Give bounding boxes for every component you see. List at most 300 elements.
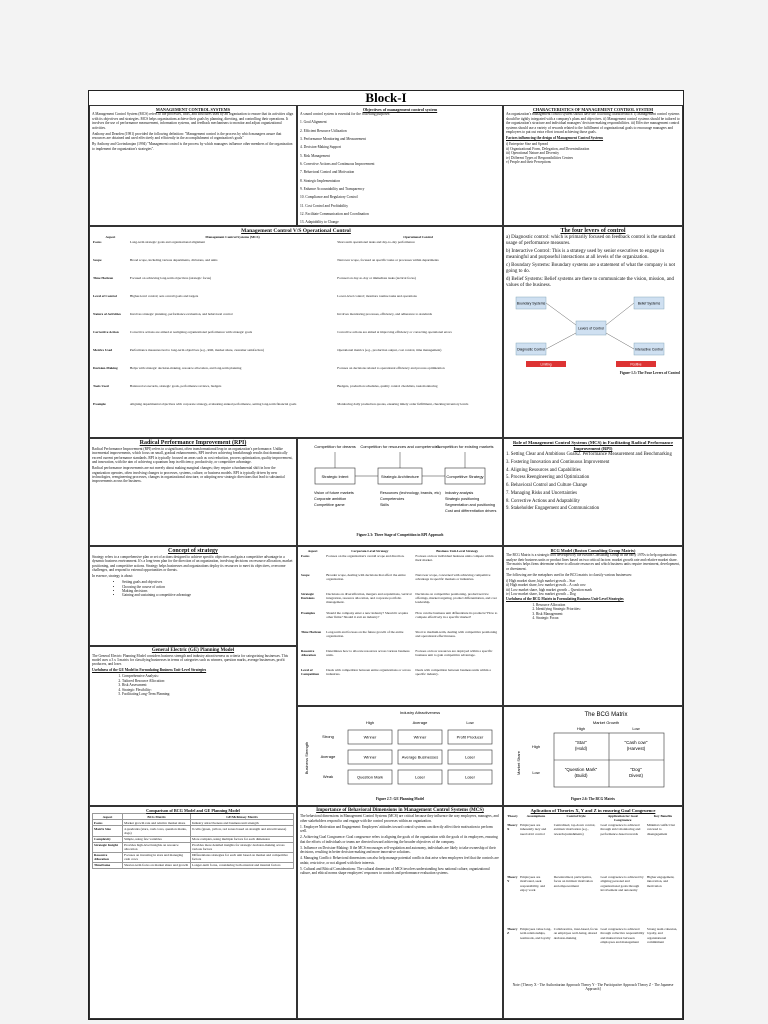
- table-cell: Focuses on investing in stars and managing cash cows: [123, 852, 191, 862]
- role-item: 7. Managing Risks and Uncertainties: [506, 490, 578, 496]
- page-title: Block-I: [89, 91, 683, 106]
- bcg-item: i) High market share, high market growth – Star: [506, 578, 576, 583]
- table-cell: Level of Competition: [301, 667, 320, 676]
- table-row: [92, 293, 500, 311]
- bcg-row-low: Low: [532, 770, 540, 775]
- role-mcs-heading: Role of Management Control Systems (MCS) in Facilitating Radical Performance Improvement (RPI): [512, 440, 674, 451]
- table-header-cell: Business Unit-Level Strategy: [436, 548, 479, 553]
- ge-col-label: Low: [466, 720, 474, 725]
- bcg-usefulness-list: [536, 603, 680, 621]
- bcg-col-low: Low: [632, 726, 640, 731]
- table-cell: Matrix Size: [93, 826, 123, 836]
- behavioral-heading: Importance of Behavioral Dimensions in Management Control Systems (MCS): [316, 808, 484, 813]
- ge-usefulness-item: 1. Comprehensive Analysis:: [122, 674, 294, 678]
- bcg-usefulness-item: 3. Risk Management:: [536, 612, 680, 616]
- table-row: [92, 365, 500, 383]
- table-cell: Decentralized, participative, focus on intrinsic motivation and empowerment: [553, 875, 593, 888]
- bcg-cell-name: "Question Mark": [564, 767, 598, 772]
- ge-matrix: [300, 708, 500, 796]
- table-cell: Short to medium-term, dealing with competitive positioning and operational effectiveness.: [415, 629, 498, 638]
- levers-caption: Figure-1.3: The Four Levers of Control: [619, 371, 680, 376]
- table-cell: Theory X: [507, 823, 518, 832]
- objective-item: 2. Efficient Resource Utilization: [300, 128, 347, 133]
- table-header-cell: Management Control Systems (MCS): [205, 234, 260, 239]
- bcg-item: iv) Low market share, low market growth – Dog: [506, 592, 576, 597]
- table-cell: Focused on day-to-day or immediate tasks (tactical focus): [337, 275, 416, 280]
- rpi-bullet-text: Competitive game: [314, 503, 345, 507]
- table-cell: Corrective Action: [93, 329, 119, 334]
- table-cell: Should the company enter a new industry? Should it acquire other firms? Should it exit an industry?: [326, 610, 409, 619]
- table-header-cell: Control Style: [566, 814, 586, 819]
- strategy-section: [89, 546, 297, 646]
- table-cell: Level of Control: [93, 293, 117, 298]
- theories-note: Note: [Theory X - The Authoritarian Approach Theory Y - The Participative Approach Theory Z - The Japanese Approach]: [512, 982, 674, 992]
- table-cell: Scope: [93, 257, 102, 262]
- table-cell: Focus: [93, 820, 123, 826]
- rpi-bullet-text: Corporate ambition: [314, 497, 347, 501]
- table-cell: Time Horizon: [93, 275, 114, 280]
- rpi-para: Radical performance improvements are not merely about making marginal changes; they require a fundamental shift in how the organization operates, often involving changes to processes, systems, culture, or business models. RPI is typically driven by new technologies, reengineering processes, changes in organizational structure, or adopting new strategic directions that lead to substantial improvements across the business.: [92, 466, 285, 484]
- strategy-bullet: • Gaining and sustaining a competitive advantage: [122, 593, 294, 597]
- role-item: 9. Stakeholder Engagement and Communication: [506, 506, 600, 512]
- table-cell: Performance measures tied to long-term objectives (e.g., ROI, market share, customer satisfaction): [129, 347, 264, 352]
- lever-item: c) Boundary Systems: Boundary systems are a statement of what the company is not going to do.: [506, 262, 675, 274]
- bcg-row-high: High: [531, 744, 541, 749]
- table-cell: Decisions on competitive positioning, product/service offerings, market targeting, product differentiation, and cost leadership.: [415, 591, 497, 604]
- objective-item: 6. Corrective Actions and Continuous Improvement: [300, 161, 375, 166]
- table-cell: Strong team cohesion, loyalty, and organizational commitment: [646, 927, 678, 944]
- table-cell: More complex, using multiple factors for each dimension: [190, 836, 293, 842]
- factor-item: iii) Operational Nature and Diversity: [506, 151, 560, 156]
- ge-cell-label: Winner: [363, 754, 377, 760]
- rpi-mid-1: Strategic Intent: [321, 474, 349, 479]
- mcs-section: [89, 105, 297, 226]
- table-cell: Minimal conflict but can lead to disengagement: [646, 823, 675, 836]
- table-cell: Decision-Making: [93, 365, 118, 370]
- bcg-usefulness-item: 1. Resource Allocation: [536, 603, 680, 607]
- objective-item: 4. Decision-Making Support: [300, 145, 342, 150]
- table-row: [92, 311, 500, 329]
- table-cell: 9 cells (green, yellow, red zones based on strength and attractiveness): [190, 826, 293, 836]
- table-cell: Decisions on diversification, mergers and acquisitions, vertical integration, resource allocation, and corporate portfolio management.: [326, 591, 412, 604]
- ge-section: [89, 646, 297, 806]
- levers-list: [506, 235, 680, 290]
- diagnostic-label: Diagnostic Control: [517, 347, 545, 352]
- strategy-bullet: • Choosing the course of action: [122, 585, 294, 589]
- table-cell: Narrower scope, focused on specific tasks or processes within departments: [337, 257, 439, 262]
- table-cell: Short-term operational tasks and day-to-day performance: [337, 239, 415, 244]
- bcg-cell-action: (Build): [574, 773, 588, 778]
- objectives-section: [297, 105, 503, 226]
- table-cell: Provides more detailed insights for strategic decision-making across various factors: [190, 842, 293, 852]
- rpi-figure-section: [297, 438, 503, 546]
- table-cell: Determines how to allocate resources across various business units.: [326, 648, 410, 657]
- rpi-top-1: Competition for dreams: [314, 444, 356, 449]
- ge-usefulness-heading: Usefulness of the GE Model in Formulating Business Unit-Level Strategies: [92, 668, 207, 673]
- table-cell: Involves monitoring processes, efficiency, and adherence to standards: [337, 311, 432, 316]
- ge-row-axis: Business Strength: [304, 741, 309, 775]
- bcg-para: The BCG Matrix is a strategic tool developed by the Boston Consulting Group in the early 1970s to help organizations analyze their business units or product lines based on two critical factors: market growth rate and relative market share. The matrix helps firms determine where to allocate resources and which business units require investment, development, or divestment.: [506, 553, 680, 571]
- table-cell: Shorter-term focus on market share and growth: [123, 862, 191, 868]
- bcg-usefulness-item: 4. Strategic Focus:: [536, 616, 680, 620]
- rpi-diagram: [300, 440, 500, 532]
- objective-item: 3. Performance Monitoring and Measurement: [300, 136, 366, 141]
- objective-item: 7. Behavioral Control and Motivation: [300, 170, 355, 175]
- behavioral-item: 3. Influence on Decision-Making: If the MCS encourages self-regulation and autonomy, individuals are likely to take ownership of their decisions, resulting in better decision-making and more innovative solutions.: [300, 845, 496, 855]
- corp-vs-bu-table: [300, 548, 500, 686]
- table-cell: Resource Allocation: [93, 852, 123, 862]
- table-header-cell: GE/McKinsey Matrix: [190, 814, 293, 820]
- table-cell: Focuses on the organization's overall scope and direction.: [326, 553, 405, 558]
- table-row: [506, 823, 680, 875]
- bcg-cell-action: (Harvest): [626, 746, 646, 751]
- table-header-cell: Assumptions: [526, 814, 546, 819]
- characteristics-heading: CHARACTERISTICS OF MANAGEMENT CONTROL SYSTEM: [532, 107, 654, 112]
- table-cell: Balanced scorecards, strategic goals, performance reviews, budgets: [129, 383, 222, 388]
- limiting-label: Limiting: [540, 362, 552, 367]
- bcg-cell-action: Divest): [628, 773, 644, 778]
- lever-item: b) Interactive Control: This is a strategy used by senior executives to engage in meaningful and purposeful interactions at all levels of the organization.: [506, 248, 665, 260]
- belief-label: Belief Systems: [637, 301, 661, 306]
- table-row: [93, 852, 294, 862]
- table-cell: Deals with competition between business units within a specific industry.: [415, 667, 491, 676]
- table-cell: Tools Used: [93, 383, 109, 388]
- rpi-top-3: Competition for existing markets: [436, 444, 494, 449]
- bcg-intro: The following are the metaphors used in the BCG matrix to classify various businesses:: [506, 572, 633, 577]
- strategy-bullets: [122, 580, 294, 598]
- bcg-col-high: High: [576, 726, 586, 731]
- table-cell: Complexity: [93, 836, 123, 842]
- table-cell: Long-term and focuses on the future growth of the entire organization.: [326, 629, 404, 638]
- table-cell: Operational metrics (e.g., production output, cost control, time management): [337, 347, 442, 352]
- bcg-cell-name: "Cash cow": [624, 740, 648, 745]
- bcg-growth-label: Market Growth: [592, 720, 620, 725]
- bcg-share-label: Market Share: [516, 750, 521, 776]
- table-header-cell: Operational Control: [403, 234, 433, 239]
- rpi-bullet-text: Skills: [380, 503, 389, 507]
- table-header-cell: Theory: [507, 814, 518, 819]
- table-cell: 4 quadrants (stars, cash cows, question marks, dogs): [123, 826, 191, 836]
- table-row: [92, 329, 500, 347]
- bcg-caption: Figure 2.6: The BCG Matrix: [571, 797, 615, 802]
- document-page: [88, 90, 684, 1020]
- role-item: 5. Process Reengineering and Optimization: [506, 475, 590, 481]
- ge-heading: General Electric (GE) Planning Model: [151, 648, 235, 653]
- table-cell: Helps with strategic decision-making, resource allocation, and long-term planning: [129, 365, 242, 370]
- table-cell: Timeframe: [93, 862, 123, 868]
- table-header-cell: Corporate-Level Strategy: [351, 548, 389, 553]
- table-cell: Deals with competition between entire organizations or across industries.: [326, 667, 411, 676]
- rpi-bullets: [314, 491, 497, 513]
- behavioral-item: 4. Managing Conflict: Behavioral dimensions can also help manage potential conflicts that arise when employees feel that the controls are unfair, restrictive, or not aligned with their interests.: [300, 856, 499, 865]
- table-cell: Involves strategic planning, performance evaluation, and behavioral control: [129, 311, 233, 316]
- table-cell: Theory Y: [507, 875, 518, 884]
- lever-item: d) Belief Systems: Belief systems are there to communicate the vision, mission, and values of the business.: [506, 276, 675, 288]
- table-header-cell: Aspect: [105, 234, 116, 239]
- theories-section: [503, 806, 683, 1019]
- table-row: [300, 553, 500, 572]
- ge-cell-label: Winner: [363, 734, 377, 740]
- role-item: 8. Corrective Actions and Adaptability: [506, 498, 580, 504]
- strategy-bullet: • Setting goals and objectives: [122, 580, 294, 584]
- mcs-para: By Anthony and Govindarajan (1994) "Management control is the process by which managers influence other members of the organization to implement the organization's strategies".: [92, 142, 293, 151]
- rpi-bullet-text: Segmentation and positioning: [445, 503, 496, 507]
- table-cell: Focus: [301, 553, 310, 558]
- ge-usefulness-item: 3. Risk Assessment:: [122, 683, 294, 687]
- table-header-cell: Application for Goal Congruence: [607, 814, 638, 823]
- role-list: [506, 451, 680, 512]
- levers-diagram: [506, 291, 676, 371]
- bcg-cell-name: "Dog": [630, 767, 642, 772]
- table-row: [300, 591, 500, 610]
- table-row: [300, 629, 500, 648]
- table-cell: Scope: [301, 572, 310, 577]
- strategy-bullet: • Making decisions: [122, 589, 294, 593]
- table-row: [92, 257, 500, 275]
- mcs-vs-oc-table: [92, 234, 500, 419]
- mcs-vs-oc-section: [89, 226, 503, 438]
- ge-col-label: Average: [412, 720, 428, 725]
- table-row: [93, 842, 294, 852]
- table-row: [92, 239, 500, 257]
- rpi-bullet-text: Cost and differentiation drivers: [445, 509, 497, 513]
- ge-top-label: Industry Attractiveness: [399, 710, 441, 715]
- bcg-matrix: [506, 708, 680, 796]
- table-cell: Monitoring daily production quotas, ensuring timely order fulfillment, checking inventory levels: [337, 401, 469, 406]
- strategy-intro: In essence, strategy is about:: [92, 574, 134, 579]
- table-cell: Budgets, production schedules, quality control checklists, task monitoring: [337, 383, 438, 388]
- lever-item: a) Diagnostic control: which is primarily focused on feedback control is the standard usage of performance measures.: [506, 234, 676, 246]
- objective-item: 11. Cost Control and Profitability: [300, 203, 349, 208]
- table-cell: Provides high-level insights on resource allocation: [123, 842, 191, 852]
- ge-cell-label: Loser: [414, 774, 426, 780]
- interactive-label: Interactive Control: [635, 347, 663, 352]
- strategy-para: Strategy refers to a comprehensive plan or set of actions designed to achieve specific objectives and gain a competitive advantage in a dynamic business environment. It's a long-term plan for the direction of an organization, involving decisions on resource allocation, market positioning, and competitive actions. Strategy helps businesses and organizations deploy its resources to meet its objectives, overcome challenges, and respond to external opportunities or threats.: [92, 554, 293, 573]
- table-cell: Metrics Used: [93, 347, 113, 352]
- table-cell: Goal congruence is achieved by aligning personal and organizational goals through involvement and autonomy: [600, 875, 644, 892]
- table-row: [92, 401, 500, 419]
- four-levers-section: [503, 226, 683, 438]
- rpi-bullet-text: Competencies: [380, 497, 405, 501]
- table-cell: Examples: [301, 610, 316, 615]
- table-cell: Broad scope, including various departments, divisions, and units: [129, 257, 218, 262]
- rpi-caption: Figure 2.3: Three Stage of Competition in RPI Approach: [356, 533, 444, 538]
- table-row: [300, 610, 500, 629]
- table-row: [300, 667, 500, 686]
- ge-row-label: Weak: [322, 774, 334, 779]
- rpi-bullet-text: Strategic positioning: [445, 497, 480, 501]
- objectives-intro: A sound control system is essential for the following purposes:: [300, 112, 391, 117]
- ge-row-label: Average: [320, 754, 336, 759]
- ge-col-label: High: [365, 720, 375, 725]
- table-row: [92, 275, 500, 293]
- objective-item: 13. Adaptability to Change: [300, 220, 339, 225]
- factor-item: ii) Organizational Form, Delegation, and Decentralization: [506, 146, 590, 151]
- rpi-section: [89, 438, 297, 546]
- role-item: 4. Aligning Resources and Capabilities: [506, 467, 581, 473]
- four-levers-heading: The four levers of control: [560, 228, 626, 234]
- rpi-mid-2: Strategic Architecture: [380, 474, 420, 479]
- ge-cell-label: Profit Producer: [456, 734, 484, 740]
- bcg-usefulness-heading: Usefulness of the BCG Matrix in Formulating Business Unit-Level Strategies: [506, 596, 624, 601]
- table-cell: How can the business unit differentiate its products? How to compete effectively in a specific market?: [415, 610, 498, 619]
- compare-heading: Comparison of BCG Model and GE Planning Model: [146, 808, 240, 813]
- theories-table: [506, 814, 680, 979]
- objectives-heading: Objectives of management control system: [362, 107, 438, 112]
- bcg-item: ii) High market share, low market growth – A cash cow: [506, 583, 586, 588]
- compare-table: [92, 813, 294, 869]
- characteristics-section: [503, 105, 683, 226]
- ge-cell-label: Question Mark: [356, 774, 384, 780]
- bcg-fig-title: The BCG Matrix: [584, 712, 628, 718]
- rpi-top-2: Competition for resources and competencies: [360, 444, 440, 449]
- role-mcs-section: [503, 438, 683, 546]
- bcg-item: iii) Low market share, high market growth – Question mark: [506, 587, 593, 592]
- table-cell: Resource Allocation: [301, 648, 316, 657]
- rpi-bullet-text: Resources (technology, brands, etc): [380, 491, 441, 495]
- behavioral-item: 2. Achieving Goal Congruence: Goal congruence refers to aligning the goals of the organization with the goals of its employees, ensuring that the efforts of individuals or teams are directed toward achieving the broader objectives of the company.: [300, 835, 498, 844]
- ge-para: The General Electric Planning Model considers business strength and industry attractiveness as criteria for categorizing businesses. This model uses a 3 x 3 matrix for classifying businesses in terms of categories such as winners, question marks, average businesses, profit producers, and loser.: [92, 653, 289, 667]
- ge-cell-label: Winner: [413, 734, 427, 740]
- rpi-heading: Radical Performance Improvement (RPI): [139, 440, 247, 446]
- table-cell: Lower-level control; monitors routine tasks and operations: [337, 293, 417, 298]
- table-cell: Long-term strategic goals and organizational alignment: [129, 239, 206, 244]
- table-cell: Differentiates strategies for each unit based on market and competitive factors: [190, 852, 293, 862]
- bcg-section: [503, 546, 683, 706]
- table-cell: Strategic Decisions: [301, 591, 315, 600]
- ge-usefulness-item: 5. Facilitating Long-Term Planning:: [122, 692, 294, 696]
- table-cell: Focused on achieving long-term objectives (strategic focus): [129, 275, 212, 280]
- table-header-row: [506, 814, 680, 823]
- rpi-bullet-text: Industry analysis: [445, 491, 474, 495]
- factor-item: iv) Different Types of Responsibilities Centres: [506, 155, 573, 160]
- objective-item: 5. Risk Management: [300, 153, 330, 158]
- objective-item: 1. Goal Alignment: [300, 120, 327, 125]
- table-row: [93, 862, 294, 868]
- ge-cell-label: Loser: [464, 754, 476, 760]
- characteristics-para: An organization's management control system should have the following characteristics: i) Management control systems should be tightly integrated with a company's plans and objectives. ii) Management control systems should be tailored to the organization's structure and individual managers' decision-making responsibilities. iii) Effective management control systems should use a variety of rewards related to the fulfillment of organizational goals to encourage managers and employees to put out extra effort toward achieving those goals.: [506, 112, 680, 135]
- boundary-label: Boundary Systems: [516, 301, 546, 306]
- table-row: [300, 572, 500, 591]
- bcg-usefulness-item: 2. Identifying Strategic Priorities:: [536, 607, 680, 611]
- factors-heading: Factors influencing the design of Management Control Systems: [506, 136, 604, 141]
- ge-figure-section: [297, 706, 503, 806]
- table-cell: Higher engagement, innovation, and motivation: [646, 875, 675, 888]
- table-cell: Collaborative, trust-based, focus on employee well-being, shared decision-making: [553, 927, 598, 940]
- table-row: [93, 826, 294, 836]
- table-cell: Focuses on decisions related to operational efficiency and process optimization: [337, 365, 445, 370]
- table-header-cell: Aspect: [307, 548, 318, 553]
- ge-usefulness-item: 2. Tailored Resource Allocation:: [122, 679, 294, 683]
- table-cell: Nature of Activities: [93, 311, 121, 316]
- rpi-bullet-text: Vision of future markets: [314, 491, 354, 495]
- mcs-para: A Management Control System (MCS) refers to the processes, tools, and structures used by an organization to ensure that its activities align with its objectives and strategies. MCS helps organizations achieve their goals by planning, directing, and controlling their operations. It involves the use of performance measurement, information systems, and feedback mechanisms to monitor and adjust organizational activities.: [92, 112, 294, 130]
- positive-label: Positive: [630, 362, 642, 367]
- bcg-items: [506, 579, 680, 597]
- role-item: 3. Fostering Innovation and Continuous Improvement: [506, 460, 610, 466]
- bcg-cell-action: (Hold): [574, 746, 588, 751]
- objective-item: 9. Enhance Accountability and Transparency: [300, 186, 365, 191]
- objective-item: 12. Facilitate Communication and Coordination: [300, 211, 369, 216]
- ge-cell-label: Average Businesses: [401, 754, 439, 760]
- table-cell: Longer-term focus, considering both external and internal factors: [190, 862, 293, 868]
- table-cell: Narrower scope, concerned with achieving competitive advantage in specific markets or industries.: [415, 572, 491, 581]
- mcs-heading: MANAGEMENT CONTROL SYSTEMS: [155, 107, 231, 112]
- compare-section: [89, 806, 297, 1019]
- table-cell: Time Horizon: [301, 629, 322, 634]
- table-cell: Goal congruence is achieved through strict monitoring and performance-based rewards: [600, 823, 641, 836]
- table-header-cell: Aspect: [93, 814, 123, 820]
- behavioral-section: [297, 806, 503, 1019]
- mcs-para: Anthony and Dearden (1981) provided the following definition: "Management control is the process by which managers assure that resources are obtained and used effectively and efficiently in the accomplishment of organization's goals": [92, 131, 282, 141]
- table-row: [506, 927, 680, 979]
- table-cell: Employees are motivated, seek responsibility, and enjoy work: [520, 875, 545, 892]
- behavioral-list: [300, 825, 500, 876]
- corp-vs-bu-section: [297, 546, 503, 706]
- objective-item: 10. Compliance and Regulatory Control: [300, 195, 358, 200]
- table-row: [506, 875, 680, 927]
- ge-caption: Figure 2.7: GE Planning Model: [375, 797, 425, 802]
- table-cell: Strategic Insight: [93, 842, 123, 852]
- factor-item: v) People and their Perceptions: [506, 160, 551, 165]
- table-cell: Corrective actions are aimed at improving efficiency or correcting operational errors: [337, 329, 452, 334]
- behavioral-intro: The behavioral dimensions in Management Control Systems (MCS) are critical because they influence the way employees, managers, and other stakeholders respond to and engage with the control processes within an organization.: [300, 814, 499, 823]
- table-cell: Employees are inherently lazy and need strict control: [520, 823, 547, 836]
- bcg-figure-section: [503, 706, 683, 806]
- ge-row-label: Strong: [322, 734, 334, 739]
- table-cell: Focuses on how individual business units compete within their market.: [415, 553, 494, 562]
- ge-cell-label: Loser: [464, 774, 476, 780]
- table-row: [300, 648, 500, 667]
- table-row: [92, 347, 500, 365]
- table-cell: Employees value long-term relationships, teamwork, and loyalty: [520, 927, 552, 940]
- table-cell: Aligning departmental objectives with corporate strategy, evaluating annual performance, setting long-term financial goals: [129, 401, 297, 406]
- theories-heading: Aplication of Theories X, Y and Z in ensuring Goal Congruence: [530, 808, 656, 813]
- table-cell: Industry attractiveness and business unit strength: [190, 820, 293, 826]
- table-cell: Focuses on how resources are deployed within a specific business unit to gain competitive advantage.: [415, 648, 493, 657]
- ge-usefulness-item: 4. Strategic Flexibility:: [122, 688, 294, 692]
- table-header-cell: Key Benefits: [653, 814, 673, 819]
- objectives-list: [300, 118, 500, 226]
- table-cell: Focus: [93, 239, 102, 244]
- mcs-vs-oc-heading: Management Control V/S Operational Control: [241, 228, 351, 234]
- behavioral-item: 5. Cultural and Ethical Considerations: The cultural dimension of MCS involves understanding how national culture, organizational culture, and ethical norms shape employees' responses to controls and performance evaluation systems.: [300, 866, 490, 876]
- bcg-cell-name: "Star": [575, 740, 587, 745]
- table-cell: Market growth rate and relative market share: [123, 820, 191, 826]
- table-header-cell: BCG Matrix: [123, 814, 191, 820]
- ge-usefulness-list: [122, 674, 294, 696]
- factor-item: i) Enterprise Size and Spread: [506, 142, 548, 147]
- table-cell: Simple, using few variables: [123, 836, 191, 842]
- ge-grid: [321, 720, 492, 784]
- factors-list: [506, 142, 680, 164]
- strategy-heading: Concept of strategy: [168, 548, 218, 554]
- role-item: 6. Behavioral Control and Culture Change: [506, 483, 588, 489]
- table-cell: Example: [93, 401, 106, 406]
- bcg-cells: [565, 740, 648, 778]
- center-label: Levers of Control: [578, 326, 604, 331]
- role-item: 1. Setting Clear and Ambitious Goals2. Performance Measurement and Benchmarking: [506, 452, 672, 458]
- objective-item: 8. Strategic Implementation: [300, 178, 341, 183]
- rpi-mid-3: Competitive Strategy: [446, 474, 484, 479]
- table-cell: Goal congruence is achieved through collective responsibility and mutual trust between employees and management: [600, 927, 645, 944]
- rpi-para: Radical Performance Improvement (RPI) refers to a significant, often transformational leap in an organization's performance. Unlike incremental improvements, which focus on small, gradual enhancements, RPI involves achieving breakthrough results that dramatically exceed current performance standards. RPI is typically focused on areas such as cost reduction, process optimization, quality improvement, and innovation, with the aim of achieving a quantum leap in efficiency, productivity, or competitive advantage.: [92, 446, 293, 465]
- table-cell: Corrective actions are aimed at realigning organizational performance with strategic goals: [129, 329, 253, 334]
- table-row: [92, 383, 500, 401]
- table-cell: Centralized, top-down control, extrinsic motivation (e.g., rewards/punishments): [553, 823, 596, 836]
- behavioral-item: 1. Employee Motivation and Engagement: Employees' attitudes toward control systems can directly affect their motivation to perform well.: [300, 824, 493, 834]
- bcg-heading: BCG Model (Boston Consulting Group Matrix): [550, 548, 636, 553]
